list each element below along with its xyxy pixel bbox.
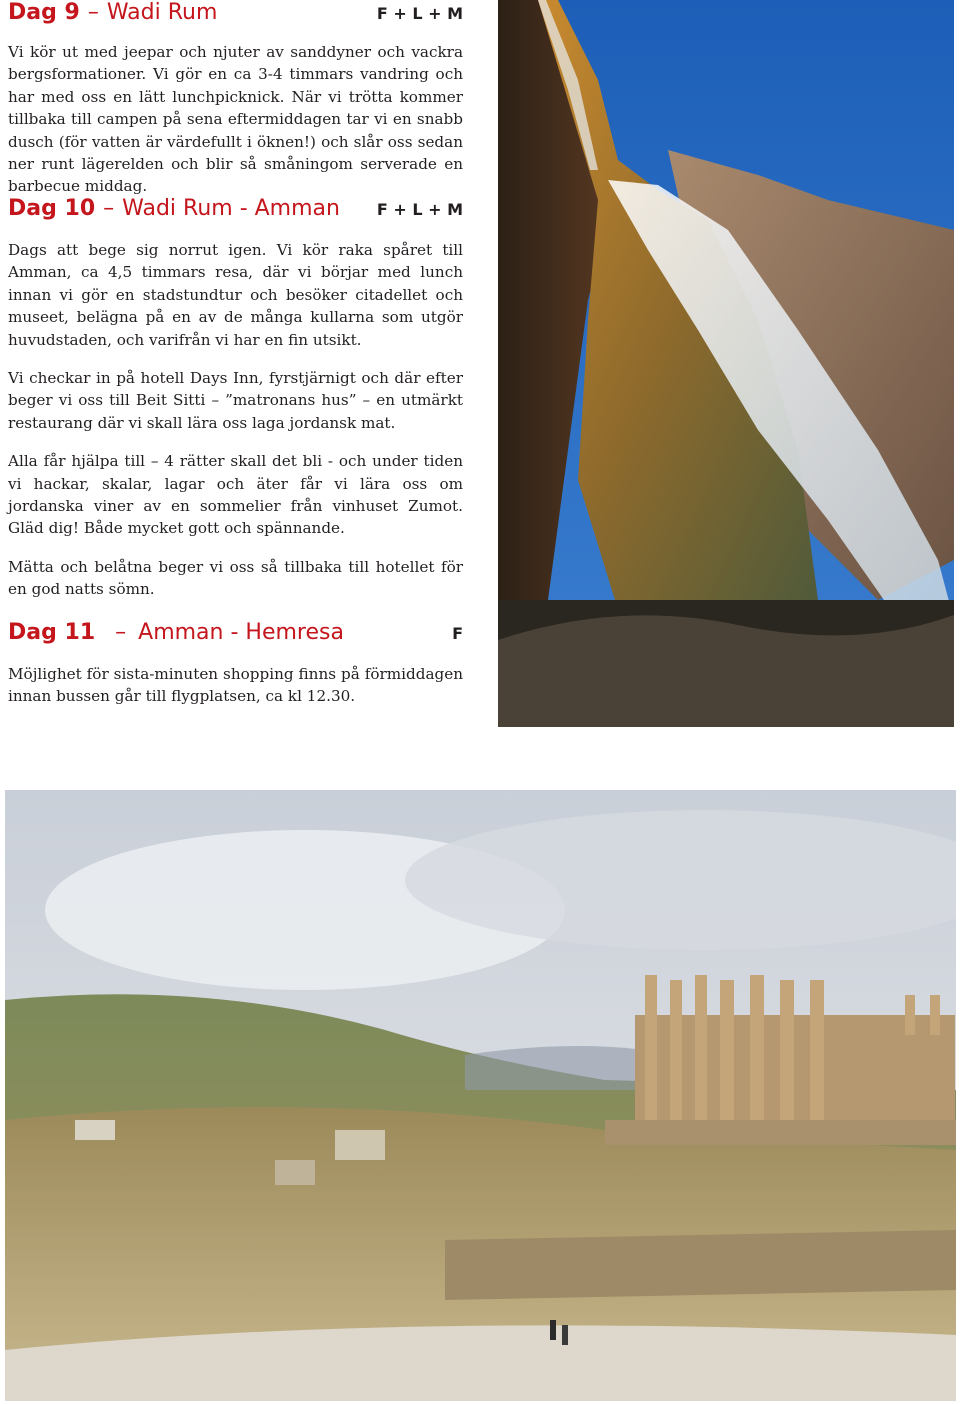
heading-dash: – (103, 196, 115, 221)
day-heading (8, 0, 463, 28)
ruins-illustration (5, 790, 956, 1401)
heading-dash: – (115, 620, 127, 645)
day-paragraph: Möjlighet för sista-minuten shopping finns på förmiddagen innan bussen går till flygplatsen, ca kl 12.30. (8, 665, 463, 706)
meals-code: F (452, 624, 463, 643)
waterfall-photo (498, 0, 954, 727)
jerash-ruins-photo (5, 790, 956, 1401)
meals-code: F + L + M (376, 200, 463, 219)
day-paragraph: Mätta och belåtna beger vi oss så tillbaka till hotellet för en god natts sömn. (8, 557, 463, 599)
day-place: Wadi Rum (106, 0, 218, 25)
meals-code: F + L + M (376, 4, 463, 23)
day-paragraph: Vi kör ut med jeepar och njuter av sanddyner och vackra bergsformationer. Vi gör en ca 3-4 timmars vandring och har med oss en lätt lunchpicknick. När vi trötta kommer tillbaka till campen på sena eftermiddagen tar vi en snabb dusch (för vatten är värdefullt i öknen!) och slår oss sedan ner runt lägerelden och blir så småningom serverade en barbecue middag. (8, 43, 463, 196)
day-number: Dag 11 (8, 620, 96, 645)
heading-dash: – (87, 0, 99, 25)
day-heading (8, 620, 463, 648)
day-place: Wadi Rum - Amman (122, 196, 340, 221)
day-heading (8, 196, 463, 224)
day-paragraph: Vi checkar in på hotell Days Inn, fyrstjärnigt och där efter beger vi oss till Beit Sitti – ”matronans hus” – en utmärkt restaurang där vi skall lära oss laga jordansk mat. (8, 369, 463, 432)
day-number: Dag 9 (8, 0, 80, 25)
day-paragraph: Dags att bege sig norrut igen. Vi kör raka spåret till Amman, ca 4,5 timmars resa, där vi börjar med lunch innan vi gör en stadstundtur och besöker citadellet och museet, belägna på en av de många kullarna som utgör huvudstaden, och varifrån vi har en fin utsikt. (8, 241, 463, 349)
day-paragraph: Alla får hjälpa till – 4 rätter skall det bli - och under tiden vi hackar, skalar, lagar och äter får vi lära oss om jordanska viner av en sommelier från vinhuset Zumot. Gläd dig! Både mycket gott och spännande. (8, 452, 463, 538)
day-body (8, 239, 463, 601)
waterfall-illustration (498, 0, 954, 727)
day-number: Dag 10 (8, 196, 96, 221)
day-place: Amman - Hemresa (138, 620, 344, 645)
